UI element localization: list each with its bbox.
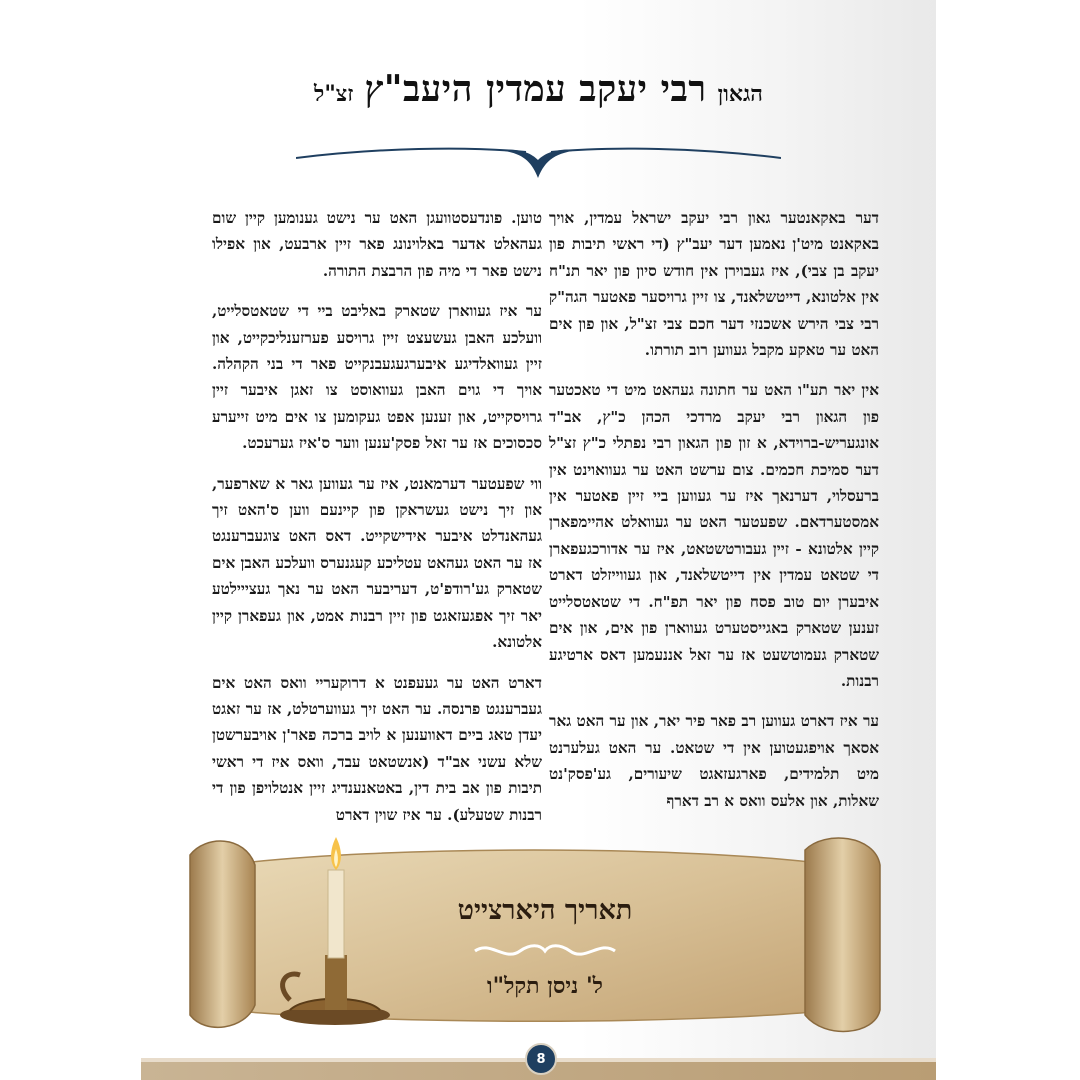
flourish-divider (470, 940, 620, 962)
memorial-scroll (185, 825, 885, 1040)
article-column-right (549, 205, 879, 828)
page-number-badge: 8 (525, 1043, 557, 1075)
paragraph: דארט האט ער געעפנט א דרוקעריי וואס האט אים געברענגט פרנסה. ער האט זיך געווערטלט, אז ער זאגט יעדן טאג ביים דאווענען א לויב ברכה פאר'ן אויבערשטן שלא עשני אב"ד (אנשטאט עבד, וואס איז די ראשי תיבות פון אב בית דין, באטאנענדיג זיין אנטלויפן פון די רבנות שטעלע). ער איז שוין דארט (212, 673, 542, 824)
title-ornament-divider (296, 138, 781, 183)
title-suffix: זצ"ל (314, 81, 354, 107)
paragraph: טוען. פונדעסטוועגן האט ער נישט גענומען קיין שום געהאלט אדער באלוינונג פאר זיין ארבעט, און אפילו נישט פאר די מיה פון הרבצת התורה. (212, 209, 542, 280)
paragraph: ווי שפעטער דערמאנט, איז ער געווען גאר א שארפער, און זיך נישט געשראקן פון קיינעם ווען ס'האט זיך געהאנדלט איבער אידישקייט. דאס האט צוגעברענגט אז ער האט געהאט עטליכע קעגנערס וועלכע האבן אים שטארק גע'רודפ'ט, דעריבער האט ער נאך געצייילטע יאר זיך אפגעזאגט פון זיין רבנות אמט, און געפארן קיין אלטונא. (212, 474, 542, 652)
title-prefix: הגאון (717, 81, 763, 107)
parchment-scroll-graphic (185, 825, 885, 1040)
paragraph: דער באקאנטער גאון רבי יעקב ישראל עמדין, אויך באקאנט מיט'ן נאמען דער יעב"ץ (די ראשי תיבות פון יעקב בן צבי), איז געבוירן אין חודש סיון פון יאר תנ"ח אין אלטונא, דייטשלאנד, צו זיין גרויסער פאטער הגה"ק רבי צבי הירש אשכנזי דער חכם צבי זצ"ל, און פון אים האט ער טאקע מקבל געווען רוב תורתו. (549, 209, 879, 360)
page-title (141, 68, 936, 110)
title-main: רבי יעקב עמדין היעב"ץ (364, 68, 707, 110)
yahrzeit-date: ל' ניסן תקל"ו (487, 973, 603, 999)
yahrzeit-title: תאריך היארצייט (457, 895, 633, 926)
paragraph: אין יאר תע"ו האט ער חתונה געהאט מיט די טאכטער פון הגאון רבי יעקב מרדכי הכהן כ"ץ, אב"ד אונגעריש-ברוידא, א זון פון הגאון רבי נפתלי כ"ץ זצ"ל דער סמיכת חכמים. צום ערשט האט ער געוואוינט אין ברעסלוי, דערנאך איז ער געווען ביי זיין פאטער אין אמסטערדאם. שפעטער האט ער געוואלט אהיימפארן קיין אלטונא - זיין געבורטשטאט, איז ער אדורכגעפארן די שטאט עמדין אין דייטשלאנד, און געווייזלט דארט איבערן יום טוב פסח פון יאר תפ"ח. די שטאטסלייט זענען שטארק באגייסטערט געווארן פון אים, און אים שטארק געמוטשעט אז ער זאל אננעמען דאס ארטיגע רבנות. (549, 381, 879, 690)
paragraph: ער איז געווארן שטארק באליבט ביי די שטאטסלייט, וועלכע האבן געשעצט זיין גרויסע פערזענליכקייט, און זיין געוואלדיגע איבערגעגעבנקייט פאר די בני הקהלה. אויך די גוים האבן געוואוסט צו זאגן איבער זיין גרויסקייט, און זענען אפט געקומען צו אים מיט זייערע סכסוכים אז ער זאל פסק'ענען ווער ס'איז גערעכט. (212, 302, 542, 453)
paragraph: ער איז דארט געווען רב פאר פיר יאר, און ער האט גאר אסאך אויפגעטוען אין די שטאט. ער האט געלערנט מיט תלמידים, פארגעזאגט שיעורים, גע'פסק'נט שאלות, און אלעס וואס א רב דארף (549, 712, 879, 810)
article-column-left (212, 205, 542, 842)
